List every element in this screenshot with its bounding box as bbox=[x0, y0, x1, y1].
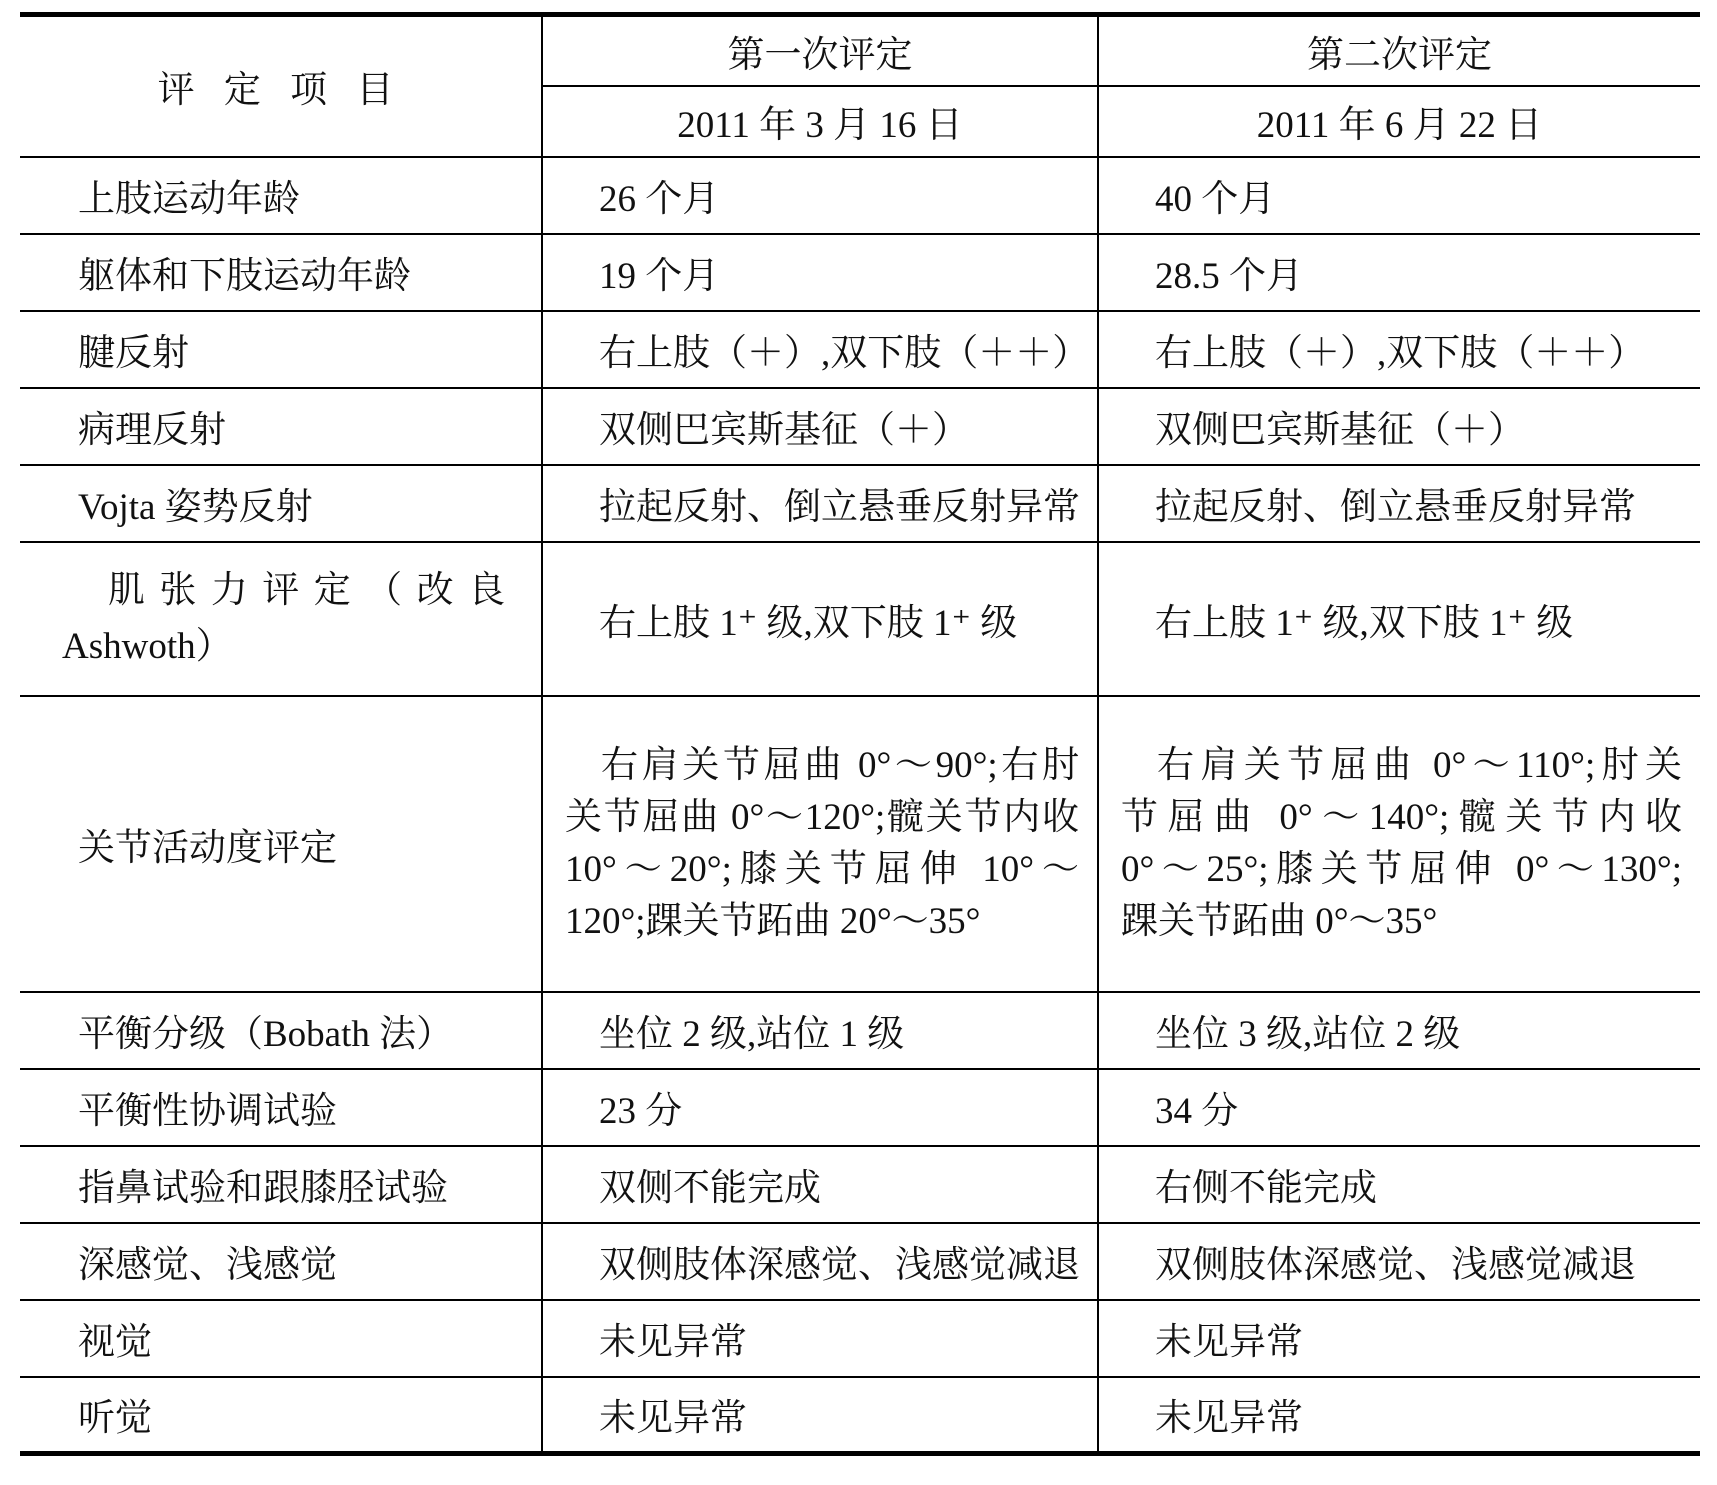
row-value-cell-first: 右上肢 1⁺ 级,双下肢 1⁺ 级 bbox=[542, 542, 1098, 696]
row-value-cell-second: 双侧肢体深感觉、浅感觉减退 bbox=[1098, 1223, 1700, 1300]
row-label-cell: 上肢运动年龄 bbox=[20, 157, 542, 234]
row-label-cell: 听觉 bbox=[20, 1377, 542, 1454]
row-value-cell-second bbox=[1098, 696, 1700, 992]
text-line: 关节屈曲 0°～120°;髋关节内收 bbox=[565, 796, 1079, 838]
row-value-cell-second: 右侧不能完成 bbox=[1098, 1146, 1700, 1223]
row-value-cell-second: 右上肢 1⁺ 级,双下肢 1⁺ 级 bbox=[1098, 542, 1700, 696]
row-value-cell-second: 40 个月 bbox=[1098, 157, 1700, 234]
table-row bbox=[20, 311, 1700, 388]
row-value-cell-first: 双侧肢体深感觉、浅感觉减退 bbox=[542, 1223, 1098, 1300]
table-row bbox=[20, 542, 1700, 696]
header-second-date: 2011 年 6 月 22 日 bbox=[1098, 86, 1700, 157]
row-value-cell-first: 双侧不能完成 bbox=[542, 1146, 1098, 1223]
row-value-cell-first: 拉起反射、倒立悬垂反射异常 bbox=[542, 465, 1098, 542]
row-value-cell-first: 19 个月 bbox=[542, 234, 1098, 311]
row-value-cell-first: 26 个月 bbox=[542, 157, 1098, 234]
row-value-cell-second: 右上肢（＋）,双下肢（＋＋） bbox=[1098, 311, 1700, 388]
row-value-cell-first: 未见异常 bbox=[542, 1300, 1098, 1377]
row-value-cell-second: 28.5 个月 bbox=[1098, 234, 1700, 311]
row-label-cell: 指鼻试验和跟膝胫试验 bbox=[20, 1146, 542, 1223]
table-row bbox=[20, 1069, 1700, 1146]
table-row bbox=[20, 234, 1700, 311]
text-line: 10°～20°;膝关节屈伸 10°～ bbox=[565, 848, 1079, 890]
row-value-cell-second: 34 分 bbox=[1098, 1069, 1700, 1146]
row-label-cell: 平衡性协调试验 bbox=[20, 1069, 542, 1146]
row-value-cell-second: 坐位 3 级,站位 2 级 bbox=[1098, 992, 1700, 1069]
row-label-cell: Vojta 姿势反射 bbox=[20, 465, 542, 542]
row-label-cell: 深感觉、浅感觉 bbox=[20, 1223, 542, 1300]
table-row bbox=[20, 992, 1700, 1069]
row-label-cell: 平衡分级（Bobath 法） bbox=[20, 992, 542, 1069]
row-value-cell-first bbox=[542, 696, 1098, 992]
text-line: 120°;踝关节跖曲 20°～35° bbox=[565, 900, 981, 942]
header-first-date: 2011 年 3 月 16 日 bbox=[542, 86, 1098, 157]
row-value-cell-first: 坐位 2 级,站位 1 级 bbox=[542, 992, 1098, 1069]
header-second-assessment: 第二次评定 bbox=[1098, 15, 1700, 86]
row-value-cell-second: 双侧巴宾斯基征（＋） bbox=[1098, 388, 1700, 465]
text-line: 踝关节跖曲 0°～35° bbox=[1121, 900, 1438, 942]
row-value-cell-second: 未见异常 bbox=[1098, 1377, 1700, 1454]
row-value-cell-second: 未见异常 bbox=[1098, 1300, 1700, 1377]
table-row bbox=[20, 388, 1700, 465]
row-value-cell-first: 双侧巴宾斯基征（＋） bbox=[542, 388, 1098, 465]
row-label-cell: 视觉 bbox=[20, 1300, 542, 1377]
table-header bbox=[20, 15, 1700, 157]
table-body bbox=[20, 157, 1700, 1454]
text-line: 肌张力评定（改良 bbox=[108, 569, 505, 611]
header-item-column: 评 定 项 目 bbox=[20, 15, 542, 157]
row-label-cell: 腱反射 bbox=[20, 311, 542, 388]
table-row bbox=[20, 465, 1700, 542]
row-value-cell-first: 未见异常 bbox=[542, 1377, 1098, 1454]
text-line: 节屈曲 0°～140°;髋关节内收 bbox=[1121, 796, 1682, 838]
table-row bbox=[20, 696, 1700, 992]
table-row bbox=[20, 157, 1700, 234]
row-label-cell: 关节活动度评定 bbox=[20, 696, 542, 992]
header-row-titles bbox=[20, 15, 1700, 86]
assessment-table-wrap bbox=[20, 12, 1700, 1456]
row-label-cell: 病理反射 bbox=[20, 388, 542, 465]
text-line: Ashwoth） bbox=[62, 625, 233, 667]
assessment-table bbox=[20, 12, 1700, 1456]
row-value-cell-second: 拉起反射、倒立悬垂反射异常 bbox=[1098, 465, 1700, 542]
row-value-cell-first: 右上肢（＋）,双下肢（＋＋） bbox=[542, 311, 1098, 388]
table-row bbox=[20, 1223, 1700, 1300]
header-first-assessment: 第一次评定 bbox=[542, 15, 1098, 86]
table-row bbox=[20, 1146, 1700, 1223]
text-line: 右肩关节屈曲 0°～110°;肘关 bbox=[1157, 744, 1682, 786]
row-label-cell: 躯体和下肢运动年龄 bbox=[20, 234, 542, 311]
text-line: 右肩关节屈曲 0°～90°;右肘 bbox=[601, 744, 1079, 786]
text-line: 0°～25°;膝关节屈伸 0°～130°; bbox=[1121, 848, 1682, 890]
row-value-cell-first: 23 分 bbox=[542, 1069, 1098, 1146]
table-row bbox=[20, 1300, 1700, 1377]
row-label-cell bbox=[20, 542, 542, 696]
table-row bbox=[20, 1377, 1700, 1454]
